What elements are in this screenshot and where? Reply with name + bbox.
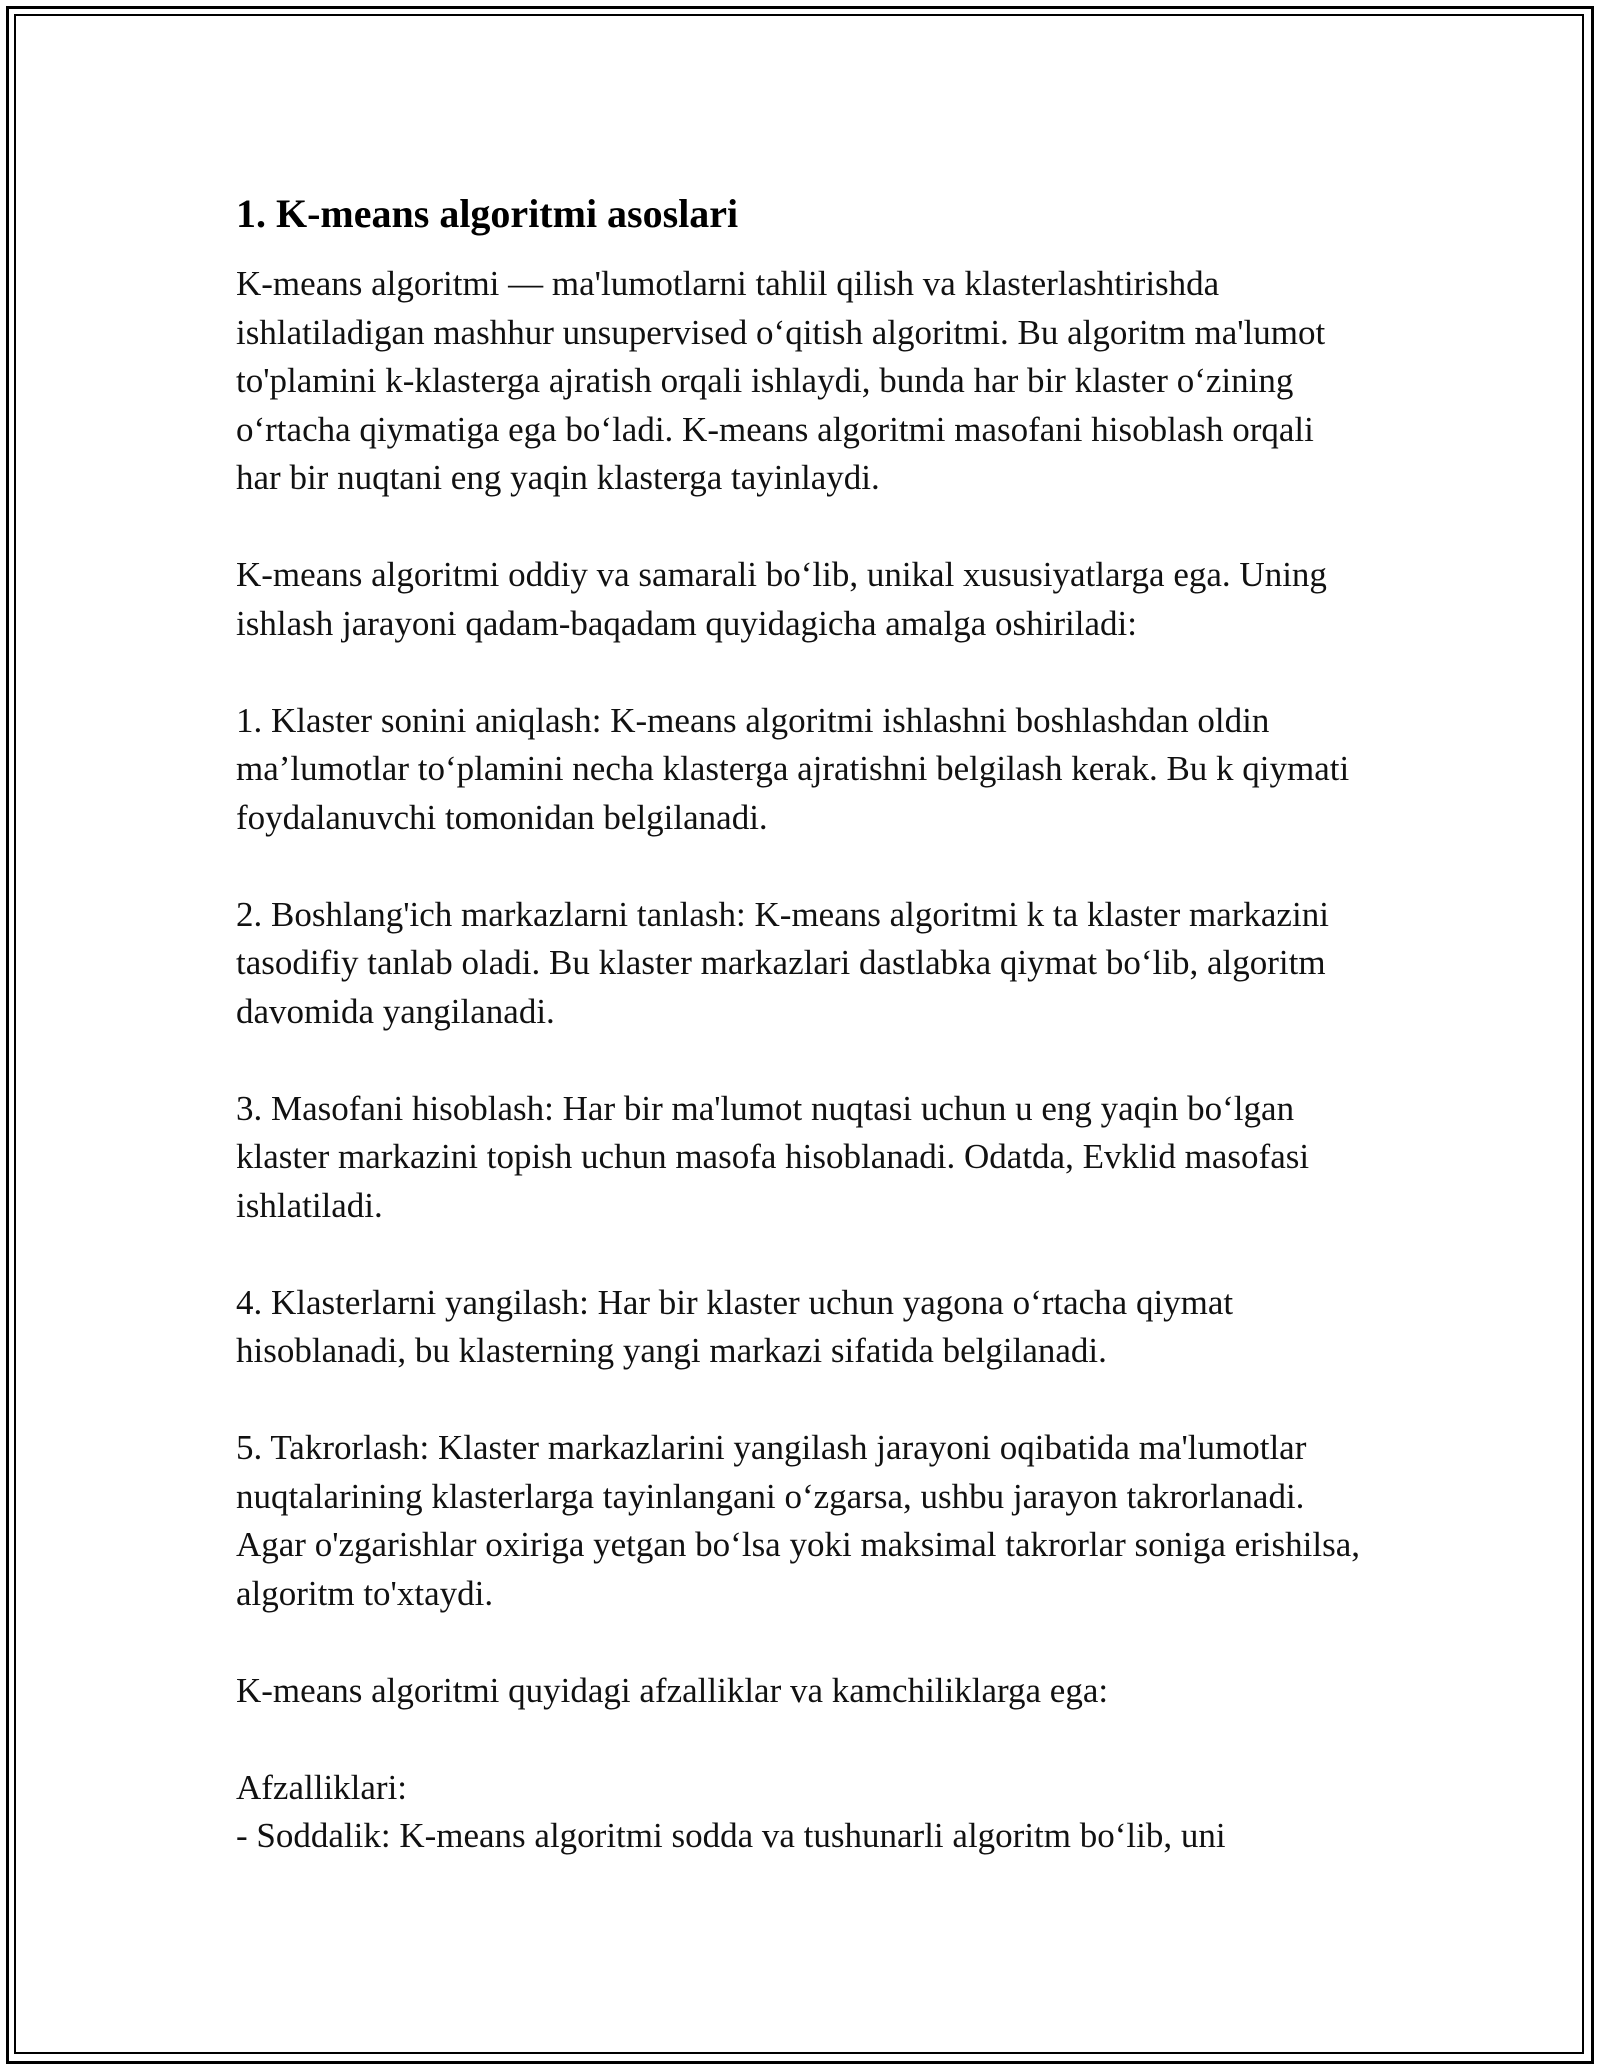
pros-cons-intro-paragraph: K-means algoritmi quyidagi afzalliklar va kamchiliklarga ega: — [236, 1670, 1109, 1710]
section-heading: 1. K-means algoritmi asoslari — [236, 191, 739, 236]
advantages-label: Afzalliklari: — [236, 1767, 408, 1807]
paragraph-gap — [236, 842, 1366, 891]
paragraph-gap — [236, 503, 1366, 552]
paragraph-gap — [236, 1715, 1366, 1764]
paragraph-gap — [236, 1618, 1366, 1667]
paragraph-gap — [236, 1230, 1366, 1279]
paragraph-gap — [236, 1376, 1366, 1425]
step-5-paragraph: 5. Takrorlash: Klaster markazlarini yangilash jarayoni oqibatida ma'lumotlar nuqtalarining klasterlarga tayinlangani o‘zgarsa, ushbu jarayon takrorlanadi. Agar o'zgarishlar oxiriga yetgan bo‘lsa yoki maksimal takrorlar soniga erishilsa, algoritm to'xtaydi. — [236, 1428, 1361, 1613]
step-4-paragraph: 4. Klasterlarni yangilash: Har bir klaster uchun yagona o‘rtacha qiymat hisoblanadi, bu klasterning yangi markazi sifatida belgilanadi. — [236, 1282, 1234, 1370]
step-1-paragraph: 1. Klaster sonini aniqlash: K-means algoritmi ishlashni boshlashdan oldin ma’lumotlar to‘plamini necha klasterga ajratishni belgilash kerak. Bu k qiymati foydalanuvchi tomonidan belgilanadi. — [236, 700, 1350, 837]
paragraph-gap — [236, 1036, 1366, 1085]
process-intro-paragraph: K-means algoritmi oddiy va samarali bo‘lib, unikal xususiyatlarga ega. Uning ishlash jarayoni qadam-baqadam quyidagicha amalga oshiriladi: — [236, 555, 1327, 643]
intro-paragraph: K-means algoritmi — ma'lumotlarni tahlil qilish va klasterlashtirishda ishlatiladigan mashhur unsupervised o‘qitish algoritmi. Bu algoritm ma'lumot to'plamini k-klasterga ajratish orqali ishlaydi, bunda har bir klaster o‘zining o‘rtacha qiymatiga ega bo‘ladi. K-means algoritmi masofani hisoblash orqali har bir nuqtani eng yaqin klasterga tayinlaydi. — [236, 264, 1326, 497]
document-body — [236, 186, 1366, 1861]
step-3-paragraph: 3. Masofani hisoblash: Har bir ma'lumot nuqtasi uchun u eng yaqin bo‘lgan klaster markazini topish uchun masofa hisoblanadi. Odatda, Evklid masofasi ishlatiladi. — [236, 1088, 1310, 1225]
advantage-item-1: - Soddalik: K-means algoritmi sodda va tushunarli algoritm bo‘lib, uni — [236, 1816, 1226, 1855]
step-2-paragraph: 2. Boshlang'ich markazlarni tanlash: K-means algoritmi k ta klaster markazini tasodifiy tanlab oladi. Bu klaster markazlari dastlabka qiymat bo‘lib, algoritm davomida yangilanadi. — [236, 894, 1329, 1031]
paragraph-gap — [236, 648, 1366, 697]
